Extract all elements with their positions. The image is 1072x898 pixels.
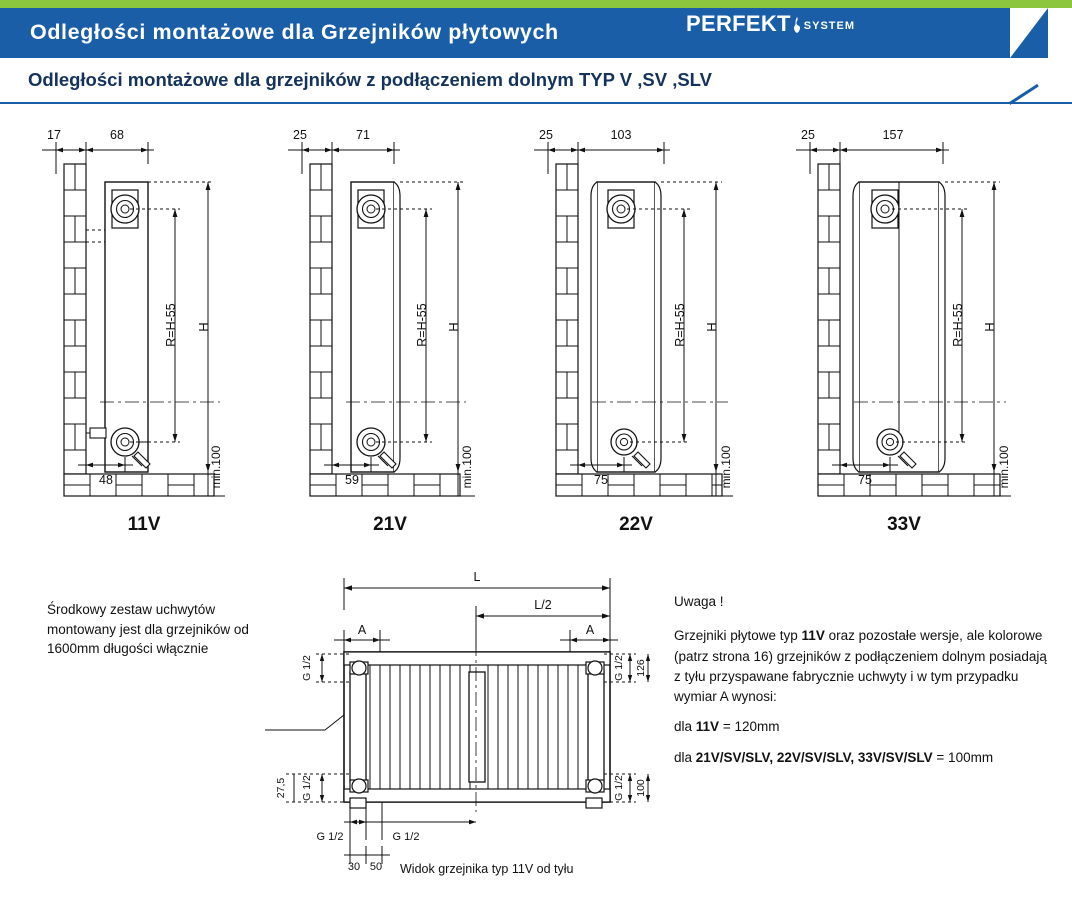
figure-label-22v: 22V: [619, 514, 653, 535]
dim-G-bottom-left: G 1/2: [301, 775, 313, 801]
dim-L-half: L/2: [534, 598, 552, 612]
dim-depth-11v: 68: [110, 128, 124, 142]
dim-bottom-left-33v: 75: [858, 473, 872, 487]
para2-part-c: = 120mm: [719, 719, 780, 735]
page-header: [0, 0, 1072, 112]
dim-wall-gap-33v: 25: [801, 128, 815, 142]
dim-A-right: A: [585, 623, 595, 637]
figure-label-11v: 11V: [127, 514, 161, 535]
dim-r-11v: R=H-55: [164, 303, 178, 347]
dim-h-11v: H: [196, 322, 211, 332]
dim-G-bottom-a: G 1/2: [316, 831, 344, 843]
dim-h-33v: H: [982, 322, 997, 332]
radiator-figures-row: [0, 112, 1072, 542]
note-paragraph-1: [674, 626, 1056, 707]
para1-part-a: Grzejniki płytowe typ: [674, 628, 802, 644]
brand-flame-icon: [791, 17, 803, 33]
dim-50: 50: [369, 861, 383, 873]
dim-depth-21v: 71: [356, 128, 370, 142]
dim-wall-gap-11v: 17: [47, 128, 61, 142]
bottom-section: [0, 542, 1072, 898]
dim-min-floor-22v: min.100: [719, 445, 733, 489]
title-band: [0, 8, 1010, 58]
para3-part-a: dla: [674, 749, 696, 765]
dim-30: 30: [347, 861, 361, 873]
brand-tagline: SYSTEM: [803, 20, 856, 32]
dim-G-top-right: G 1/2: [613, 655, 625, 681]
figure-21v: [266, 112, 514, 542]
dim-G-top-left: G 1/2: [301, 655, 313, 681]
dim-depth-33v: 157: [882, 128, 904, 142]
note-right: [674, 592, 1056, 778]
dim-min-floor-33v: min.100: [997, 445, 1011, 489]
note-paragraph-2: [674, 717, 1056, 737]
dim-min-floor-21v: min.100: [460, 445, 474, 489]
brand-logo: [686, 11, 855, 37]
dim-G-bottom-right: G 1/2: [613, 775, 625, 801]
para3-highlight: 21V/SV/SLV, 22V/SV/SLV, 33V/SV/SLV: [695, 749, 933, 765]
dim-G-bottom-b: G 1/2: [392, 831, 420, 843]
note-left: Środkowy zestaw uchwytów montowany jest dla grzejników od 1600mm długości włącznie: [47, 602, 249, 657]
figure-22v: [512, 112, 760, 542]
dim-h-22v: H: [704, 322, 719, 332]
brand-name: PERFEKT: [686, 11, 791, 36]
page-title: Odległości montażowe dla Grzejników płytowych: [30, 20, 559, 44]
dim-bottom-left-11v: 48: [99, 473, 113, 487]
para1-highlight: 11V: [801, 628, 825, 644]
para3-part-c: = 100mm: [932, 749, 994, 765]
subtitle-band: [0, 60, 1072, 104]
dim-L: L: [473, 570, 481, 584]
dim-r-22v: R=H-55: [673, 303, 687, 347]
drawing-caption: Widok grzejnika typ 11V od tyłu: [400, 862, 574, 876]
dim-min-floor-11v: min.100: [209, 445, 223, 489]
figure-label-21v: 21V: [373, 514, 407, 535]
uwaga-title: Uwaga !: [674, 594, 724, 609]
dim-27-5: 27,5: [275, 777, 287, 799]
dim-r-33v: R=H-55: [951, 303, 965, 347]
note-paragraph-3: [674, 748, 1056, 768]
figure-11v: [20, 112, 268, 542]
rear-view-drawing: [270, 550, 670, 890]
dim-A-left: A: [357, 623, 367, 637]
para2-highlight: 11V: [695, 719, 720, 735]
para1-part-c: oraz pozostałe wersje, ale kolorowe (patrz strona 16) grzejników z podłączeniem dolnym posiadają z tyłu przyspawane fabrycznie uchwyty i w tym przypadku wymiar A wynosi:: [674, 628, 1047, 704]
figure-33v: [780, 112, 1028, 542]
dim-h-21v: H: [446, 322, 461, 332]
dim-wall-gap-21v: 25: [293, 128, 307, 142]
para2-part-a: dla: [674, 719, 696, 735]
dim-bottom-left-22v: 75: [594, 473, 608, 487]
dim-r-21v: R=H-55: [415, 303, 429, 347]
dim-wall-gap-22v: 25: [539, 128, 553, 142]
dim-100: 100: [635, 779, 647, 797]
green-accent-bar: [0, 0, 1072, 8]
dim-126: 126: [635, 659, 647, 677]
dim-depth-22v: 103: [610, 128, 632, 142]
page-subtitle: Odległości montażowe dla grzejników z podłączeniem dolnym TYP V ,SV ,SLV: [28, 69, 712, 90]
dim-bottom-left-21v: 59: [345, 473, 359, 487]
figure-label-33v: 33V: [887, 514, 921, 535]
